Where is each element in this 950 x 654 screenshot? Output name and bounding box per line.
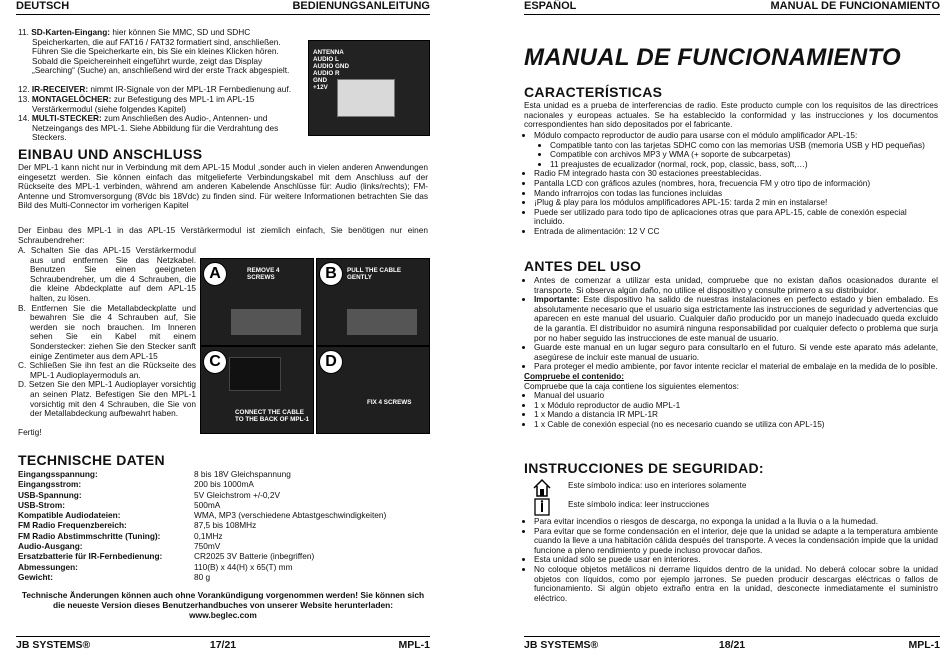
spec-value: 80 g	[194, 571, 211, 582]
page-header	[524, 0, 940, 15]
connector-label-audio-l: AUDIO L	[313, 56, 339, 63]
notice-text: Technische Änderungen können auch ohne Vorankündigung vorgenommen werden! Sie können sich die neueste Version dieses Benutzerhandbuches von unserer Website herunterladen: www.beglec.com	[21, 590, 425, 620]
connector-label-gnd: GND	[313, 77, 327, 84]
feature-item: • Pantalla LCD con gráficos azules (nombres, hora, frecuencia FM y otro tipo de información)	[534, 179, 938, 189]
feature-item: • Radio FM integrado hasta con 30 estaciones preestablecidas.	[534, 169, 938, 179]
page-right	[520, 0, 940, 654]
photo-a-letter: A	[203, 262, 227, 286]
step-b: B. Entfernen Sie die Metallabdeckplatte und bewahren Sie die 4 Schrauben auf, Sie werden sie noch brauchen. Im Inneren sehen Sie ein Kabel mit einem Sonderstecker: ziehen Sie den Stecker sanft einige Zentimeter aus dem APL-15	[18, 302, 196, 361]
photo-c	[200, 346, 314, 434]
item-13: 13. MONTAGELÖCHER: zur Befestigung des MPL-1 im APL-15 Verstärkermodul (siehe folgendes Kapitel)	[18, 94, 255, 114]
safety-list	[524, 517, 938, 603]
spec-row	[18, 541, 428, 551]
contents-item: • 1 x Módulo reproductor de audio MPL-1	[534, 401, 938, 411]
panel-shape	[231, 309, 301, 335]
spec-value: CR2025 3V Batterie (inbegriffen)	[194, 551, 315, 562]
step-a: A. Schalten Sie das APL-15 Verstärkermodul aus und entfernen Sie das Netzkabel. Benutzen Sie einen geeigneten Schraubendreher, um die 4 Schrauben, die die kleine Abdeckplatte auf dem APL-15 halten, zu lösen.	[18, 245, 196, 303]
contents-intro: Compruebe que la caja contiene los siguientes elementos:	[524, 380, 739, 391]
page-footer	[16, 636, 430, 651]
photo-a-caption: REMOVE 4 SCREWS	[247, 267, 280, 281]
spec-key: FM Radio Frequenzbereich:	[18, 520, 127, 531]
feature-subitem: • Compatible con archivos MP3 y WMA (+ soporte de subcarpetas)	[550, 150, 938, 160]
page-footer	[524, 636, 940, 651]
install-paragraph-2: Der Einbau des MPL-1 in das APL-15 Verstärkermodul ist ziemlich einfach, Sie benötigen nur einen Schraubendreher:	[18, 225, 428, 245]
section-heading-features: CARACTERÍSTICAS	[524, 84, 663, 100]
done-text: Fertig!	[18, 427, 42, 437]
spec-value: 87,5 bis 108MHz	[194, 520, 257, 531]
section-heading-safety: INSTRUCCIONES DE SEGURIDAD:	[524, 460, 764, 476]
spec-key: Kompatible Audiodateien:	[18, 510, 121, 521]
photo-b-letter: B	[319, 262, 343, 286]
manual-title: MANUAL DE FUNCIONAMIENTO	[524, 44, 901, 71]
photo-c-letter: C	[203, 350, 227, 374]
spec-value: 110(B) x 44(H) x 65(T) mm	[194, 561, 293, 572]
spec-key: Eingangsstrom:	[18, 479, 82, 490]
install-steps	[18, 246, 196, 419]
spec-key: Eingangsspannung:	[18, 469, 98, 479]
safety-item: • Para evitar que se forme condensación en el interior, deje que la unidad se adapte a la temperatura ambiente cuando la lleve a una habitación cálida después del transporte. A veces la condensación impide que la unidad funcione a pleno rendimiento y puede incluso provocar daños.	[534, 527, 938, 556]
footer-page: 17/21	[209, 639, 237, 651]
before-use-list	[524, 276, 938, 430]
section-heading-install: EINBAU UND ANSCHLUSS	[18, 146, 203, 162]
spec-row	[18, 510, 428, 520]
spec-row	[18, 500, 428, 510]
spec-row	[18, 562, 428, 572]
spec-value: 8 bis 18V Gleichspannung	[194, 469, 291, 479]
connector-plug	[337, 79, 395, 117]
feature-item: • ¡Plug & play para los módulos amplificadores APL-15: tarda 2 min en instalarse!	[534, 198, 938, 208]
safety-item: • Esta unidad sólo se puede usar en interiores.	[534, 555, 938, 565]
feature-item: • Módulo compacto reproductor de audio para usarse con el módulo amplificador APL-15:	[534, 131, 938, 141]
header-language: DEUTSCH	[16, 0, 70, 12]
section-heading-before-use: ANTES DEL USO	[524, 258, 642, 274]
item-14: 14. MULTI-STECKER: zum Anschließen des Audio-, Antennen- und Netzeingangs des MPL-1. Siehe Abbildung für die Verdrahtung des Steckers.	[18, 113, 279, 143]
symbol-read-text: Este símbolo indica: leer instrucciones	[568, 499, 710, 509]
footer-model: MPL-1	[908, 639, 940, 651]
spec-row	[18, 520, 428, 530]
safety-item: • Para evitar incendios o riesgos de descarga, no exponga la unidad a la lluvia o a la humedad.	[534, 517, 938, 527]
spec-row	[18, 479, 428, 489]
photo-d-caption: FIX 4 SCREWS	[367, 399, 412, 406]
spec-row	[18, 572, 428, 582]
photo-d-letter: D	[319, 350, 343, 374]
numbered-items	[18, 28, 306, 76]
before-use-item: • Guarde este manual en un lugar seguro para consultarlo en el futuro. Si vende este aparato más adelante, asegúrese de incluir este manual de usuario.	[534, 343, 938, 362]
panel-shape	[347, 309, 417, 335]
spec-value: WMA, MP3 (verschiedene Abtastgeschwindigkeiten)	[194, 510, 387, 521]
contents-item: • 1 x Cable de conexión especial (no es necesario cuando se utiliza con APL-15)	[534, 420, 938, 430]
spec-row	[18, 551, 428, 561]
spec-value: 5V Gleichstrom +/-0,2V	[194, 489, 280, 500]
footer-brand: JB SYSTEMS®	[524, 639, 599, 651]
feature-item: • Mando infrarrojos con todas las funciones incluidas	[534, 189, 938, 199]
tech-specs-table	[18, 469, 428, 582]
module-shape	[229, 357, 281, 391]
features-list	[524, 131, 938, 237]
feature-subitem: • Compatible tanto con las tarjetas SDHC como con las memorias USB (memoria USB y HD pequeñas)	[550, 141, 938, 151]
photo-a	[200, 258, 314, 346]
spec-key: Ersatzbatterie für IR-Fernbedienung:	[18, 551, 163, 562]
symbol-indoor-text: Este símbolo indica: uso en interiores solamente	[568, 480, 747, 490]
photo-b	[316, 258, 430, 346]
spec-key: Audio-Ausgang:	[18, 541, 83, 552]
page-header	[16, 0, 430, 15]
connector-label-12v: +12V	[313, 84, 328, 91]
feature-item: • Puede ser utilizado para todo tipo de aplicaciones otras que para APL-15, cable de conexión especial incluido.	[534, 208, 938, 227]
header-language: ESPAÑOL	[524, 0, 577, 12]
footer-page: 18/21	[718, 639, 746, 651]
install-paragraph-1: Der MPL-1 kann nicht nur in Verbindung mit dem APL-15 Modul ,sonder auch in vielen anderen Anwendungen eingesetzt werden. Sie können einfach das mitgelieferte Verbindungskabel mit dem Anschluss auf der Rückseite des MPL-1 verbinden, während am anderen Kabelende Anschlüsse für: Audio (links/rechts); FM-Antenne und Stromversorgung (8Vdc bis 18Vdc) zu finden sind. Für weitere Informationen betrachten Sie das Bild des Multi-Connector im vorherigen Kapitel	[18, 162, 428, 211]
item-11: 11. SD-Karten-Eingang: hier können Sie MMC, SD und SDHC Speicherkarten, die auf FAT16 / FAT32 formatiert sind, anschließen. Führen Sie die Speicherkarte ein, bis Sie ein kleines Klicken hören. Sobald die Speichereinheit eingeführt wurde, zeigt das Display „Searching“ (Suche) an, anschließend wird der erste Track abgespielt.	[18, 27, 290, 76]
photo-b-caption: PULL THE CABLE GENTLY	[347, 267, 402, 281]
spec-value: 0,1MHz	[194, 530, 223, 541]
safety-item: • No coloque objetos metálicos ni derrame líquidos dentro de la unidad. No deberá colocar sobre la unidad objetos con líquidos, como por ejemplo jarrones. Se pueden producir descargas eléctricas o fallos de funcionamiento. Si algún objeto extraño entra en la unidad, desconecte inmediatamente el suministro eléctrico.	[534, 565, 938, 603]
spec-key: USB-Spannung:	[18, 489, 82, 500]
spec-value: 200 bis 1000mA	[194, 479, 254, 490]
feature-subitem: • 11 preajustes de ecualizador (normal, rock, pop, classic, bass, soft,…)	[550, 160, 938, 170]
spec-key: USB-Strom:	[18, 499, 66, 510]
spec-row	[18, 531, 428, 541]
photo-d	[316, 346, 430, 434]
contents-item: • Manual del usuario	[534, 391, 938, 401]
spec-value: 500mA	[194, 499, 221, 510]
spec-row	[18, 490, 428, 500]
header-title: BEDIENUNGSANLEITUNG	[292, 0, 430, 12]
spec-key: Gewicht:	[18, 571, 54, 582]
connector-label-audio-r: AUDIO R	[313, 70, 340, 77]
photo-c-caption: CONNECT THE CABLE TO THE BACK OF MPL-1	[235, 409, 310, 423]
spec-key: Abmessungen:	[18, 561, 78, 572]
spec-key: FM Radio Abstimmschritte (Tuning):	[18, 530, 161, 541]
spec-row	[18, 469, 428, 479]
connector-photo	[308, 40, 430, 136]
before-use-item: • Para proteger el medio ambiente, por favor intente reciclar el material de embalaje en la medida de lo posible.	[534, 362, 938, 372]
item-12b: 12. IR-RECEIVER: nimmt IR-Signale von der MPL-1R Fernbedienung auf.	[18, 84, 292, 94]
contents-item: • 1 x Mando a distancia IR MPL-1R	[534, 410, 938, 420]
section-heading-tech: TECHNISCHE DATEN	[18, 452, 165, 468]
page-left	[0, 0, 430, 654]
header-title: MANUAL DE FUNCIONAMIENTO	[770, 0, 940, 12]
step-c: C. Schließen Sie ihn fest an die Rückseite des MPL-1 Audioplayermoduls an.	[18, 360, 196, 380]
before-use-item: • Importante: Este dispositivo ha salido de nuestras instalaciones en perfecto estado y bien embalado. Es absolutamente necesario que el usuario siga estrictamente las instrucciones de seguridad y advertencias que aparecen en este manual del usuario. Cualquier daño producido por un manejo inadecuado queda excluido de la garantía. El distribuidor no asumirá ninguna responsabilidad por cualquier defecto o problema que surja por no haber seguido las instrucciones de este manual de usuario.	[534, 295, 938, 343]
contents-title: Compruebe el contenido:	[524, 370, 625, 381]
read-instructions-icon	[532, 497, 552, 517]
connector-label-audio-gnd: AUDIO GND	[313, 63, 350, 70]
feature-item: • Entrada de alimentación: 12 V CC	[534, 227, 938, 237]
connector-label-antenna: ANTENNA	[313, 49, 344, 56]
step-d: D. Setzen Sie den MPL-1 Audioplayer vorsichtig an seinen Platz. Befestigen Sie den MPL-1 vorsichtig mit den 4 Schrauben, die Sie von der Metallabdeckung aufbewahrt haben.	[18, 379, 196, 419]
features-intro: Esta unidad es a prueba de interferencias de radio. Este producto cumple con los requisitos de las directrices nacionales y europeas actuales. Se ha establecido la conformidad y las instrucciones y los documentos correspondientes han sido depositados por el fabricante.	[524, 100, 938, 130]
before-use-item: • Antes de comenzar a utilizar esta unidad, compruebe que no existan daños ocasionados durante el transporte. Si observa algún daño, no utilice el dispositivo y consulte primero a su distribuidor.	[534, 276, 938, 295]
numbered-items-3	[18, 95, 300, 143]
footer-brand: JB SYSTEMS®	[16, 639, 91, 651]
indoor-use-icon	[532, 478, 552, 498]
spec-value: 750mV	[194, 541, 221, 552]
footer-model: MPL-1	[398, 639, 430, 651]
